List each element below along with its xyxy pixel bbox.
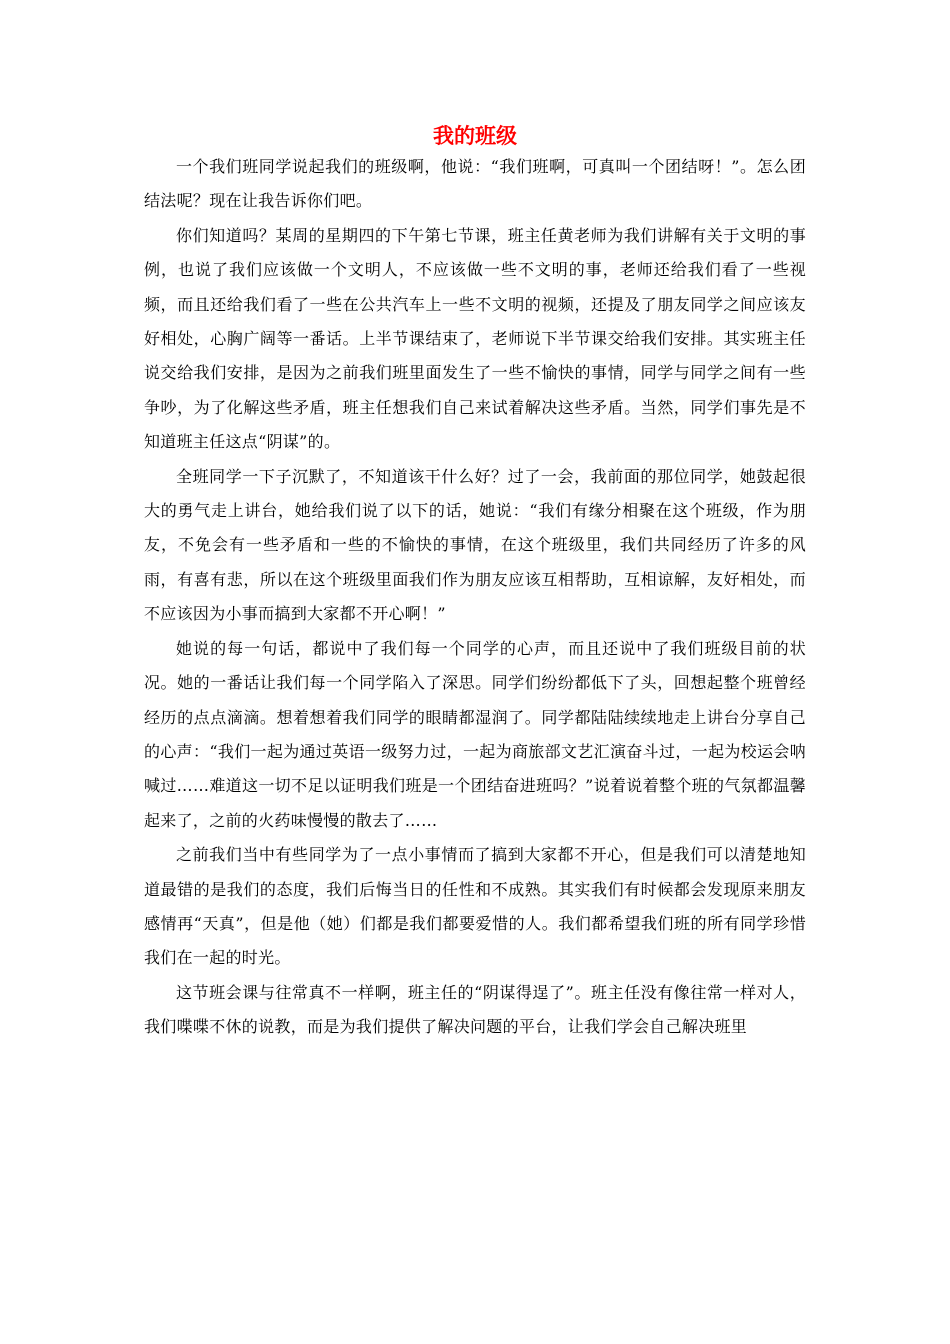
paragraph: 她说的每一句话，都说中了我们每一个同学的心声，而且还说中了我们班级目前的状况。她的一番话让我们每一个同学陷入了深思。同学们纷纷都低下了头，回想起整个班曾经经历的点点滴滴。想着想着我们同学的眼睛都湿润了。同学都陆陆续续地走上讲台分享自己的心声：“我们一起为通过英语一级努力过，一起为商旅部文艺汇演奋斗过，一起为校运会呐喊过……难道这一切不足以证明我们班是一个团结奋进班吗？”说着说着整个班的气氛都温馨起来了，之前的火药味慢慢的散去了……: [144, 638, 806, 830]
paragraph: 之前我们当中有些同学为了一点小事情而了搞到大家都不开心，但是我们可以清楚地知道最错的是我们的态度，我们后悔当日的任性和不成熟。其实我们有时候都会发现原来朋友感情再“天真”，但是他（她）们都是我们都要爱惜的人。我们都希望我们班的所有同学珍惜我们在一起的时光。: [144, 845, 806, 968]
document-body: [144, 150, 806, 1045]
paragraph: 这节班会课与往常真不一样啊，班主任的“阴谋得逞了”。班主任没有像往常一样对人，我们喋喋不休的说教，而是为我们提供了解决问题的平台，让我们学会自己解决班里: [144, 982, 806, 1037]
page-title: 我的班级: [433, 124, 517, 148]
paragraph: 全班同学一下子沉默了，不知道该干什么好？过了一会，我前面的那位同学，她鼓起很大的勇气走上讲台，她给我们说了以下的话，她说：“我们有缘分相聚在这个班级，作为朋友，不免会有一些矛盾和一些的不愉快的事情，在这个班级里，我们共同经历了许多的风雨，有喜有悲，所以在这个班级里面我们作为朋友应该互相帮助，互相谅解，友好相处，而不应该因为小事而搞到大家都不开心啊！”: [144, 466, 806, 624]
paragraph: 一个我们班同学说起我们的班级啊，他说：“我们班啊，可真叫一个团结呀！”。怎么团结法呢？现在让我告诉你们吧。: [144, 157, 806, 211]
paragraph: 你们知道吗？某周的星期四的下午第七节课，班主任黄老师为我们讲解有关于文明的事例，也说了我们应该做一个文明人，不应该做一些不文明的事，老师还给我们看了一些视频，而且还给我们看了一些在公共汽车上一些不文明的视频，还提及了朋友同学之间应该友好相处，心胸广阔等一番话。上半节课结束了，老师说下半节课交给我们安排。其实班主任说交给我们安排，是因为之前我们班里面发生了一些不愉快的事情，同学与同学之间有一些争吵，为了化解这些矛盾，班主任想我们自己来试着解决这些矛盾。当然，同学们事先是不知道班主任这点“阴谋”的。: [144, 225, 806, 452]
